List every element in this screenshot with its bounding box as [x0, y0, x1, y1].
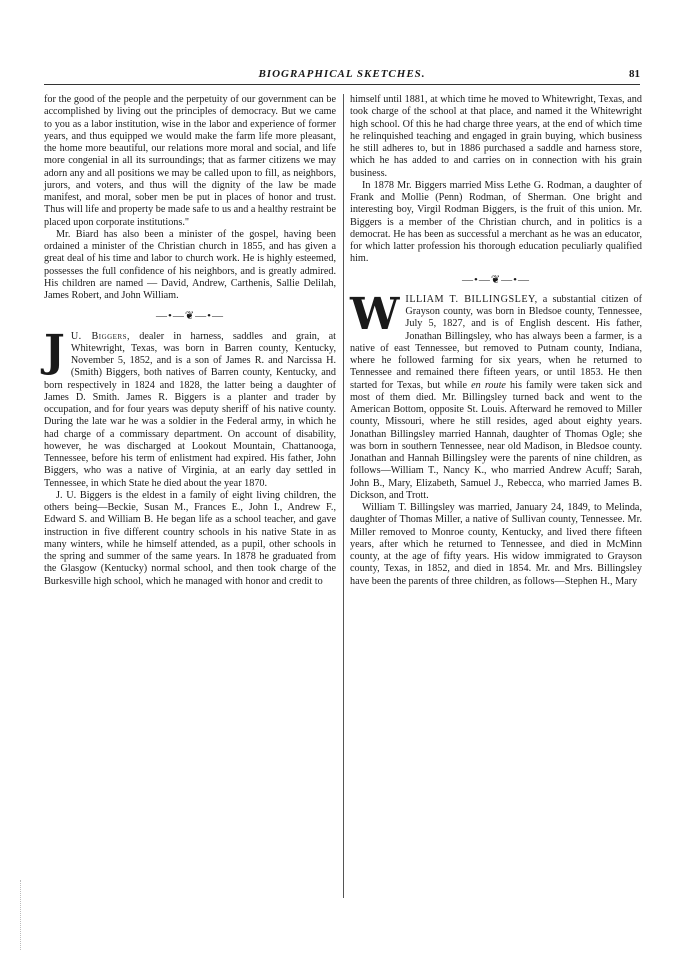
en-route-italic: en route: [471, 379, 506, 391]
running-head: BIOGRAPHICAL SKETCHES.: [258, 68, 426, 80]
section-ornament: —•—❦—•—: [156, 310, 224, 323]
paragraph-farmers-address: for the good of the people and the perpetuity of our government can be accomplished by living out the principles of democracy. But we came to you as a labor institution, wise in the labor and experience of former years, and thus equipped we would make the farm life more pleasant, the home more beautiful, our relations more moral and social, and life more congenial in all its surroundings; that as farmer citizens we may adorn any and all positions we may be called upon to fill, as neighbors, jurors, and voters, and thus will the dignity of the law be made manifest, and moral, sober men be put in places of honor and trust. Thus will life and property be made safe to us and a healthy restraint be placed upon corporate institutions.": [44, 94, 336, 228]
left-column: [44, 94, 336, 588]
paragraph-biggers-family: J. U. Biggers is the eldest in a family of eight living children, the others being—Beckie, Susan M., Frances E., John I., Andrew F., Edward S. and William B. He began life as a school teacher, and gave instruction in five different country schools in his native State in as many winters, while he himself attended, as a pupil, other schools in the spring and summer of the same years. In 1878 he graduated from the Glasgow (Kentucky) normal school, and then took charge of the Burkesville high school, which he managed with honor and credit to: [44, 489, 336, 587]
billingsley-intro-text-a: a substantial citizen of Grayson county, was born in Bledsoe county, Tennessee, July 5, 1827, and is of English descent. His father, Jonathan Billingsley, who has always been a farmer, is a native of east Tennessee, but removed to Putnam county, Indiana, where he followed farming for six years, when he returned to Tennessee and remained there fifteen years, or until 1853. He then started for Texas, but while: [350, 293, 643, 391]
paragraph-biggers-career: himself until 1881, at which time he moved to Whitewright, Texas, and took charge of the school at that place, and named it the Whitewright high school. Of this he had charge three years, at the end of which time he relinquished teaching and engaged in grain buying, which business he still adheres to, but in 1886 purchased a saddle and harness store, which he has added to and carries on in connection with his grain business.: [350, 94, 642, 179]
paragraph-biard-minister: Mr. Biard has also been a minister of the gospel, having been ordained a minister of the Christian church in 1855, and has given a great deal of his time and labor to church work. He is highly esteemed, possesses the full confidence of his neighbors, and is greatly admired. His children are named — David, Andrew, Carthenis, Sallie Delilah, James Robert, and John William.: [44, 228, 336, 301]
section-ornament: —•—❦—•—: [462, 273, 530, 286]
biggers-intro-text: dealer in harness, saddles and grain, at Whitewright, Texas, was born in Barren county, Kentucky, November 5, 1852, and is a son of James R. and Narcissa H. (Smith) Biggers, both natives of Barren county, Kentucky, and born respectively in 1824 and 1828, the latter being a daughter of James D. Smith. James R. Biggers is a planter and trader by occupation, and for four years was deputy sheriff of his native county. During the late war he was a soldier in the Federal army, in which he had charge of a commissary department. On account of disability, however, he was discharged at Lookout Mountain, Chattanooga, Tennessee, before his term of enlistment had expired. His father, John Biggers, who was a native of Virginia, at an early day settled in Tennessee, in which State he died about the year 1870.: [44, 330, 337, 489]
paragraph-biggers-intro: [44, 325, 337, 490]
page-number: 81: [629, 68, 640, 80]
drop-cap-w: W: [350, 288, 400, 340]
biggers-name: U. Biggers,: [70, 330, 131, 342]
paragraph-biggers-marriage: In 1878 Mr. Biggers married Miss Lethe G. Rodman, a daughter of Frank and Mollie (Penn) Rodman, of Sherman. One bright and interesting boy, Virgil Rodman Biggers, is the fruit of this union. Mr. Biggers is a member of the Christian church, and in politics is a democrat. He has been as successful a merchant as he was an educator, for which latter profession his thorough education peculiarly qualified him.: [350, 179, 642, 265]
paragraph-billingsley-marriage: William T. Billingsley was married, January 24, 1849, to Melinda, daughter of Thomas Miller, a native of Sullivan county, Tennessee. Mr. Miller removed to Monroe county, Kentucky, and lived there fifteen years, after which he returned to Tennessee, and died in McMinn county, at the age of fifty years. His widow immigrated to Grayson county, Texas, in 1852, and died in 1854. Mr. and Mrs. Billingsley have been the parents of three children, as follows—Stephen H., Mary: [350, 502, 642, 587]
page-header: [44, 68, 640, 85]
right-column: [350, 94, 642, 588]
paragraph-billingsley-intro: [350, 288, 643, 502]
billingsley-intro-text-b: his family were taken sick and most of them died. Mr. Billingsley turned back and went to the American Bottom, opposite St. Louis. Afterward he removed to Miller county, Missouri, where he still resides, aged about eighty years. Jonathan Billingsley married Hannah, daughter of Thomas Ogle; she was born in southern Tennessee, near old Madison, in Bledsoe county. Jonathan and Hannah Billingsley were the parents of nine children, as follows—William T., Nancy K., who married Andrew Acuff; Sarah, John B., Mary, Elizabeth, Samuel J., Rebecca, who married James B. Dickson, and Trott.: [350, 379, 642, 501]
billingsley-name: ILLIAM T. BILLINGSLEY,: [405, 293, 538, 305]
column-divider: [343, 94, 344, 898]
margin-marks: [20, 880, 23, 950]
drop-cap-j: J: [44, 325, 65, 377]
